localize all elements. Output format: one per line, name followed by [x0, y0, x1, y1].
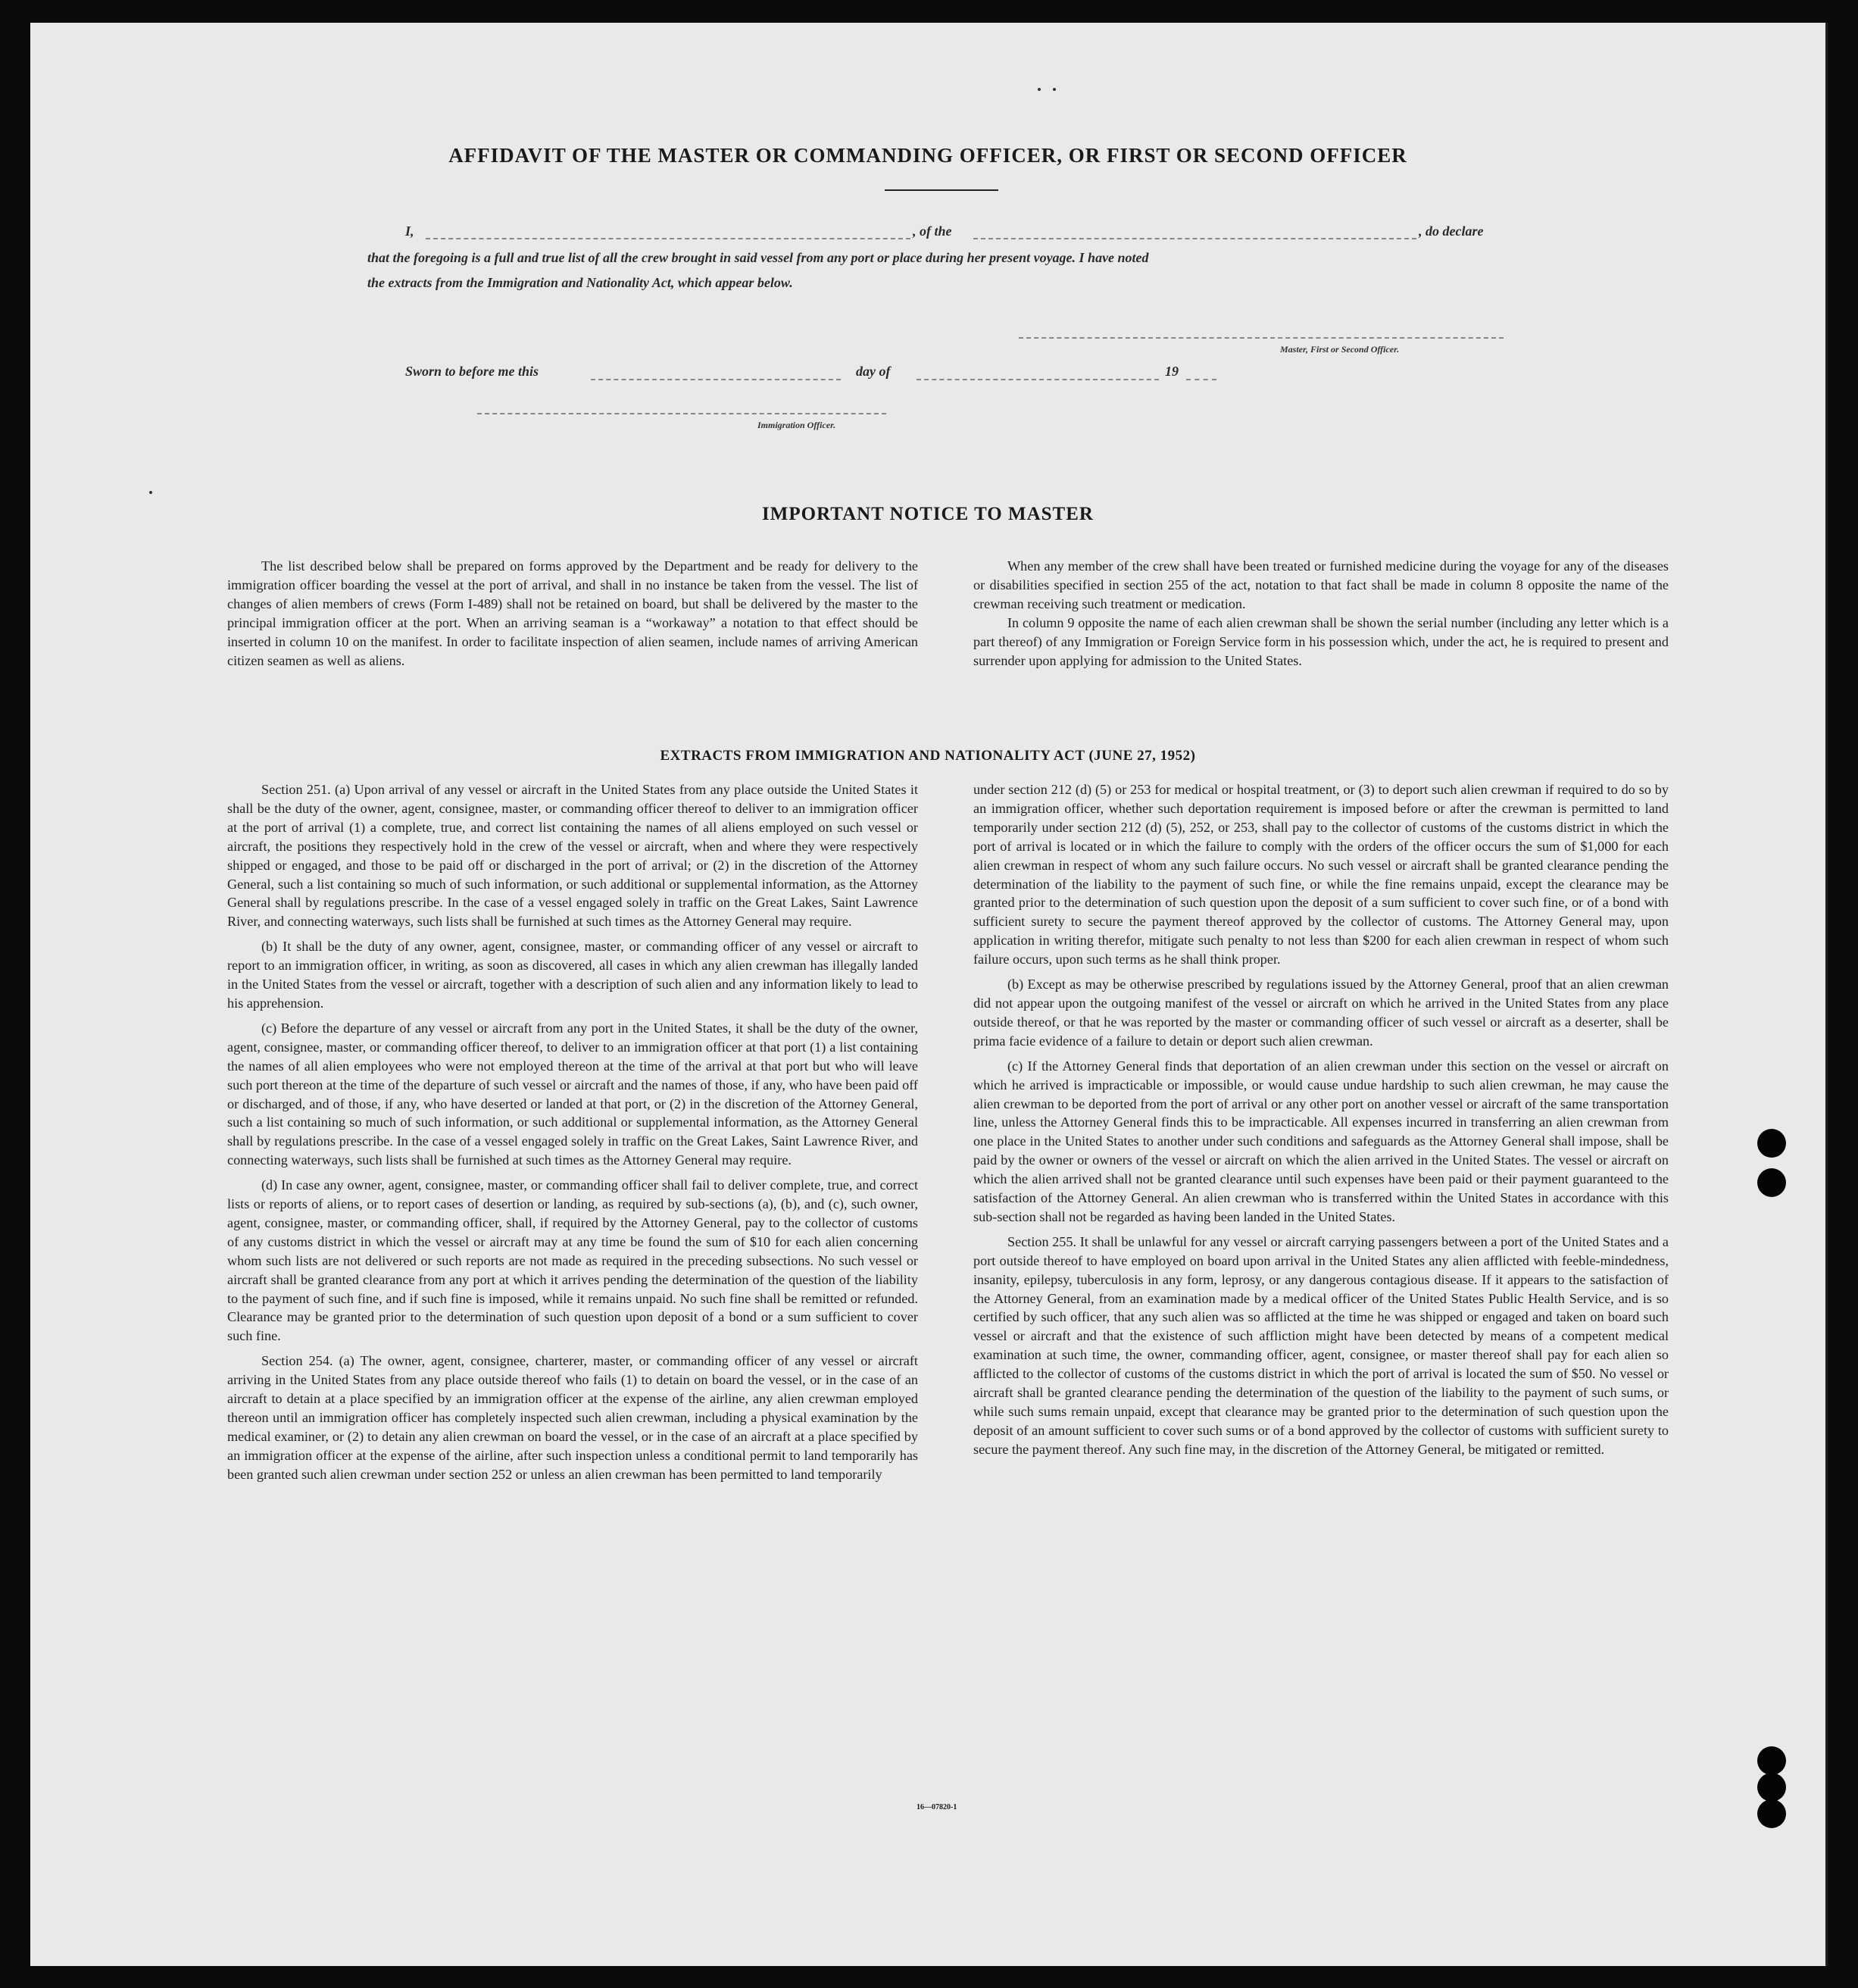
ink-speck: [1053, 88, 1056, 91]
vessel-blank[interactable]: [973, 238, 1416, 239]
line1-declare: , do declare: [1419, 223, 1484, 239]
sworn-day-blank[interactable]: [591, 379, 841, 380]
affidavit-line2: that the foregoing is a full and true list of all the crew brought in said vessel from any port or place during her present voyage. I have noted: [367, 250, 1149, 265]
extract-paragraph: (d) In case any owner, agent, consignee, master, or commanding officer shall fail to deliver complete, true, and correct lists or reports of aliens, or to report cases of desertion or landing, as required by sub-sections (a), (b), and (c), such owner, agent, consignee, master, or commanding officer, shall, if required by the Attorney General, pay to the collector of customs of any customs district in which the vessel or aircraft may at any time be found the sum of $10 for each alien concerning whom such lists are not delivered or such reports are not made as required in the preceding subsections. No such vessel or aircraft shall be granted clearance from any port at which it arrives pending the determination of the question of the liability to the payment of such fine, and if such fine is imposed, while it remains unpaid. No such fine shall be remitted or refunded. Clearance may be granted prior to the determination of such question upon deposit of a bond or a sum sufficient to cover such fine.: [227, 1177, 918, 1344]
day-of-text: day of: [856, 364, 891, 379]
document-page: [30, 23, 1828, 1966]
punch-hole: [1757, 1773, 1786, 1802]
notice-right-paragraph-1: When any member of the crew shall have been treated or furnished medicine during the voyage for any of the diseases or disabilities specified in section 255 of the act, notation to that fact shall be made in column 8 opposite the name of the crewman receiving such treatment or medication.: [973, 558, 1669, 611]
extracts-title: EXTRACTS FROM IMMIGRATION AND NATIONALITY ACT (JUNE 27, 1952): [660, 748, 1196, 764]
ink-speck: [1038, 88, 1041, 91]
line1-i: I,: [405, 223, 414, 239]
notice-left-paragraph: The list described below shall be prepared on forms approved by the Department and be ready for delivery to the immigration officer boarding the vessel at the port of arrival, and shall in no instance be taken from the vessel. The list of changes of alien members of crews (Form I-489) shall not be retained on board, but shall be delivered by the master to the principal immigration officer at the port. When an arriving seaman is a “workaway” a notation to that effect should be inserted in column 10 on the manifest. In order to facilitate inspection of alien seamen, include names of arriving American citizen seamen as well as aliens.: [227, 558, 918, 668]
name-blank[interactable]: [426, 238, 910, 239]
extract-paragraph: (c) Before the departure of any vessel or aircraft from any port in the United States, it shall be the duty of the owner, agent, consignee, master, or commanding officer thereof, to deliver to an immigration officer at that port (1) a list containing the names of all alien employees who were not employed thereon at the time of the arrival at that port but who will leave such port thereon at the time of the departure of such vessel or aircraft and the names of those, if any, who have been paid off or discharged, and of those, if any, who have deserted or landed at that port, or (2) in the discretion of the Attorney General, such a list containing so much of such information, or such additional or supplemental information, as the Attorney General shall by regulations prescribe. In the case of a vessel engaged solely in traffic on the Great Lakes, Saint Lawrence River, and connecting waterways, such lists shall be furnished at such times as the Attorney General may require.: [227, 1020, 918, 1168]
immigration-officer-signature-line[interactable]: [477, 413, 886, 414]
sworn-month-blank[interactable]: [917, 379, 1159, 380]
notice-right-column: [973, 557, 1669, 676]
ink-speck: [149, 491, 152, 494]
extract-paragraph: Section 254. (a) The owner, agent, consignee, charterer, master, or commanding officer of any vessel or aircraft arriving in the United States from any place outside thereof who fails (1) to detain on board the vessel, or in the case of an aircraft to detain at a place specified by an immigration officer at the expense of the airline, any alien crewman employed thereon until an immigration officer has completely inspected such alien crewman, including a physical examination by the medical examiner, or (2) to detain any alien crewman on board the vessel, or in the case of an aircraft at a place specified by an immigration officer at the expense of the airline, after such inspection unless a conditional permit to land temporarily has been granted such alien crewman under section 252 or unless an alien crewman has been permitted to land temporarily: [227, 1353, 918, 1482]
master-label: Master, First or Second Officer.: [1280, 344, 1400, 355]
extract-paragraph: under section 212 (d) (5) or 253 for medical or hospital treatment, or (3) to deport such alien crewman if required to do so by an immigration officer, whether such deportation requirement is imposed before or after the crewman is permitted to land temporarily under section 212 (d) (5), 252, or 253, shall pay to the collector of customs of the customs district in which the port of arrival is located or in which the failure to comply with the orders of the officer occurs the sum of $1,000 for each alien crewman in respect of whom any such failure occurs. No such vessel or aircraft shall be granted clearance pending the determination of the liability to the payment of such fine, or while the fine remains unpaid, except the clearance may be granted prior to the determination of such question upon the deposit of a sum sufficient to cover such fine, or of a bond with sufficient surety to secure the payment thereof approved by the collector of customs. The Attorney General may, upon application in writing therefor, mitigate such penalty to not less than $200 for each alien crewman in respect of whom such failure occurs, upon such terms as he shall think proper.: [973, 782, 1669, 967]
immigration-officer-label: Immigration Officer.: [757, 420, 836, 430]
extract-paragraph: Section 255. It shall be unlawful for any vessel or aircraft carrying passengers between a port of the United States and a port outside thereof to have employed on board upon arrival in the United States any alien afflicted with feeble-mindedness, insanity, epilepsy, tuberculosis in any form, leprosy, or any dangerous contagious disease. If it appears to the satisfaction of the Attorney General, from an examination made by a medical officer of the United States Public Health Service, and is so certified by such officer, that any such alien was so afflicted at the time he was shipped or engaged and taken on board such vessel or aircraft and that the existence of such affliction might have been detected by means of a competent medical examination at such time, the owner, commanding officer, agent, consignee, or master thereof shall pay for each alien so afflicted to the collector of customs of the customs district in which the port of arrival is located the sum of $50. No vessel or aircraft shall be granted clearance pending the determination of the question of the liability to the payment of such sums, or while such sums remain unpaid, except that clearance may be granted prior to the determination of such question upon the deposit of an amount sufficient to cover such sums or of a bond approved by the collector of customs with sufficient surety to secure the payment thereof. Any such fine may, in the discretion of the Attorney General, be mitigated or remitted.: [973, 1233, 1669, 1457]
extract-paragraph: (b) It shall be the duty of any owner, agent, consignee, master, or commanding officer of any vessel or aircraft to report to an immigration officer, in writing, as soon as discovered, all cases in which any alien crewman has illegally landed in the United States from the vessel or aircraft, together with a description of such alien and any information likely to lead to his apprehension.: [227, 939, 918, 1011]
year-blank[interactable]: [1186, 379, 1216, 380]
sworn-text: Sworn to before me this: [405, 364, 539, 379]
extract-paragraph: Section 251. (a) Upon arrival of any vessel or aircraft in the United States from any place outside the United States it shall be the duty of the owner, agent, consignee, master, or commanding officer thereof to deliver to an immigration officer at the port of arrival (1) a complete, true, and correct list containing the names of all aliens employed on such vessel or aircraft, the positions they respectively hold in the crew of the vessel or aircraft, when and where they were respectively shipped or engaged, and those to be paid off or discharged in the port of arrival; or (2) in the discretion of the Attorney General, such a list containing so much of such information, or such additional or supplemental information, as the Attorney General shall by regulations prescribe. In the case of a vessel engaged solely in traffic on the Great Lakes, Saint Lawrence River, and connecting waterways, such lists shall be furnished at such times as the Attorney General may require.: [227, 782, 918, 930]
line1-of-the: , of the: [913, 223, 952, 239]
extracts-right-column: [973, 780, 1669, 1465]
affidavit-line3: the extracts from the Immigration and Nationality Act, which appear below.: [367, 275, 793, 290]
affidavit-title: AFFIDAVIT OF THE MASTER OR COMMANDING OFFICER, OR FIRST OR SECOND OFFICER: [448, 144, 1407, 167]
extract-paragraph: (b) Except as may be otherwise prescribed by regulations issued by the Attorney General, proof that an alien crewman did not appear upon the outgoing manifest of the vessel or aircraft on which he arrived in the United States from any place outside thereof, or that he was reported by the master or commanding officer of such vessel or aircraft as a deserter, shall be prima facie evidence of a failure to detain or deport such alien crewman.: [973, 977, 1669, 1049]
punch-hole: [1757, 1746, 1786, 1775]
form-code: 16—07820-1: [917, 1803, 957, 1811]
notice-title: IMPORTANT NOTICE TO MASTER: [762, 504, 1094, 524]
notice-left-column: [227, 557, 918, 676]
year-prefix: 19: [1165, 364, 1179, 379]
extracts-left-column: [227, 780, 918, 1490]
extract-paragraph: (c) If the Attorney General finds that deportation of an alien crewman under this section on the vessel or aircraft on which he arrived is impracticable or impossible, or would cause undue hardship to such alien crewman, he may cause the alien crewman to be deported from the port of arrival or any other port on another vessel or aircraft of the same transportation line, unless the Attorney General finds this to be impracticable. All expenses incurred in transferring an alien crewman from one place in the United States to another under such conditions and safeguards as the Attorney General shall impose, shall be paid by the owner or owners of the vessel or aircraft on which the alien arrived in the United States. The vessel or aircraft on which the alien arrived shall not be granted clearance until such expenses have been paid or their payment guaranteed to the satisfaction of the Attorney General. An alien crewman who is transferred within the United States in accordance with this sub-section shall not be regarded as having been landed in the United States.: [973, 1058, 1669, 1224]
punch-hole: [1757, 1129, 1786, 1158]
master-signature-line[interactable]: [1019, 337, 1504, 339]
notice-right-paragraph-2: In column 9 opposite the name of each alien crewman shall be shown the serial number (including any letter which is a part thereof) of any Immigration or Foreign Service form in his possession which, under the act, he is required to present and surrender upon applying for admission to the United States.: [973, 614, 1669, 668]
punch-hole: [1757, 1799, 1786, 1828]
title-rule: [885, 189, 998, 191]
punch-hole: [1757, 1168, 1786, 1197]
